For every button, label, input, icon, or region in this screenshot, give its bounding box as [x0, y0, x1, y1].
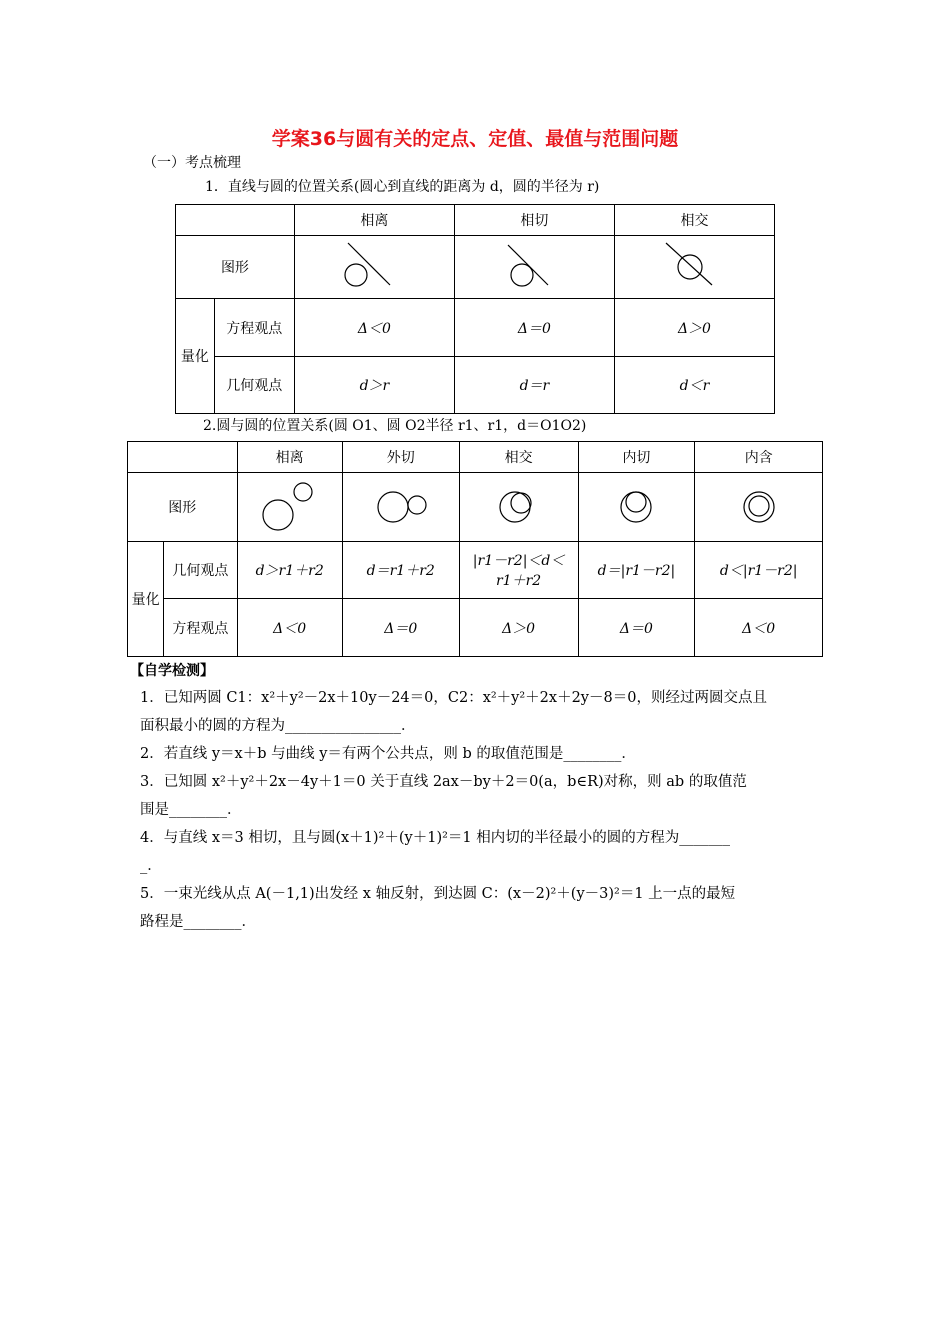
- header-cell: 相交: [459, 442, 578, 473]
- section-heading: （一）考点梳理: [143, 155, 241, 171]
- question-line: 路程是________．: [140, 914, 256, 930]
- row-label: 几何观点: [214, 357, 294, 414]
- figure-intersect: [459, 473, 578, 542]
- corner-cell: [128, 442, 238, 473]
- question-line: 2．若直线 y＝x＋b 与曲线 y＝有两个公共点，则 b 的取值范围是________．: [140, 746, 636, 762]
- figure-tangent: [454, 236, 614, 299]
- item1-caption: 1．直线与圆的位置关系(圆心到直线的距离为 d，圆的半径为 r): [205, 179, 600, 195]
- value-cell: |r1－r2|＜d＜r1＋r2: [459, 542, 578, 599]
- figure-external-tangent: [342, 473, 459, 542]
- value-cell: d＜|r1－r2|: [695, 542, 823, 599]
- self-test-heading: 【自学检测】: [130, 663, 214, 679]
- header-cell: 相离: [294, 205, 454, 236]
- line-circle-table: [175, 204, 775, 414]
- value-cell: d＝r: [454, 357, 614, 414]
- header-cell: 内含: [695, 442, 823, 473]
- figure-internal-tangent: [578, 473, 695, 542]
- figure-intersect: [614, 236, 774, 299]
- value-cell: d＜r: [614, 357, 774, 414]
- question-line: 围是________．: [140, 802, 242, 818]
- question-line: 5．一束光线从点 A(－1,1)出发经 x 轴反射，到达圆 C：(x－2)²＋(y－3)²＝1 上一点的最短: [140, 886, 736, 902]
- value-cell: d＝r1＋r2: [342, 542, 459, 599]
- header-cell: 相交: [614, 205, 774, 236]
- question-line: _．: [140, 858, 162, 874]
- value-cell: Δ＞0: [459, 599, 578, 657]
- question-line: 3．已知圆 x²＋y²＋2x－4y＋1＝0 关于直线 2ax－by＋2＝0(a，b∈R)对称，则 ab 的取值范: [140, 774, 747, 790]
- value-cell: Δ＜0: [294, 299, 454, 357]
- group-label: 量化: [128, 542, 164, 657]
- header-cell: 外切: [342, 442, 459, 473]
- value-cell: Δ＜0: [237, 599, 342, 657]
- header-cell: 内切: [578, 442, 695, 473]
- value-cell: d＝|r1－r2|: [578, 542, 695, 599]
- value-cell: Δ＝0: [342, 599, 459, 657]
- question-line: 面积最小的圆的方程为________________．: [140, 718, 416, 734]
- figure-separate: [294, 236, 454, 299]
- row-label: 几何观点: [164, 542, 237, 599]
- header-cell: 相切: [454, 205, 614, 236]
- group-label: 量化: [176, 299, 215, 414]
- figure-contain: [695, 473, 823, 542]
- question-line: 1．已知两圆 C1：x²＋y²－2x＋10y－24＝0，C2：x²＋y²＋2x＋2y－8＝0，则经过两圆交点且: [140, 690, 767, 706]
- value-cell: Δ＜0: [695, 599, 823, 657]
- row-label: 图形: [128, 473, 238, 542]
- item2-caption: 2.圆与圆的位置关系(圆 O1、圆 O2半径 r1、r1，d＝O1O2): [203, 418, 587, 434]
- row-label: 图形: [176, 236, 295, 299]
- corner-cell: [176, 205, 295, 236]
- value-cell: Δ＝0: [454, 299, 614, 357]
- value-cell: Δ＞0: [614, 299, 774, 357]
- header-cell: 相离: [237, 442, 342, 473]
- question-line: 4．与直线 x＝3 相切，且与圆(x＋1)²＋(y＋1)²＝1 相内切的半径最小的圆的方程为_______: [140, 830, 731, 846]
- circle-circle-table: [127, 441, 823, 657]
- value-cell: d＞r: [294, 357, 454, 414]
- row-label: 方程观点: [214, 299, 294, 357]
- figure-separate: [237, 473, 342, 542]
- value-cell: d＞r1＋r2: [237, 542, 342, 599]
- page-title: 学案36与圆有关的定点、定值、最值与范围问题: [271, 128, 679, 150]
- value-cell: Δ＝0: [578, 599, 695, 657]
- row-label: 方程观点: [164, 599, 237, 657]
